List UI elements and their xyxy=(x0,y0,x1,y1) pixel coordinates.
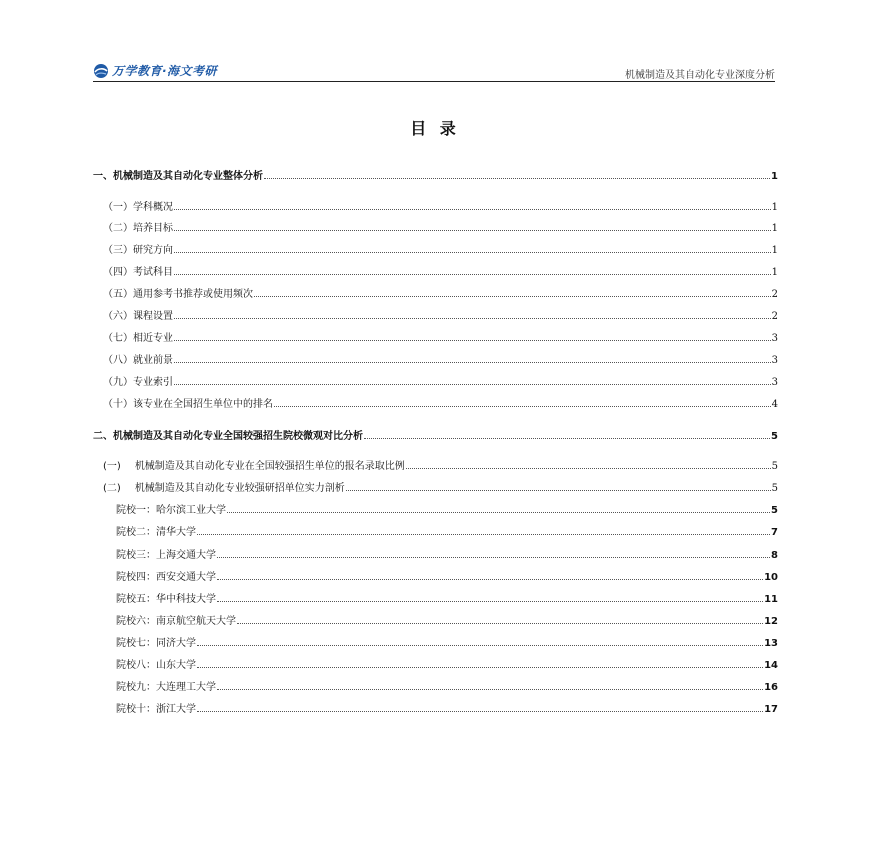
dot-leader xyxy=(217,578,763,580)
toc-page-number: 4 xyxy=(771,399,778,410)
toc-page-number: 5 xyxy=(771,431,778,442)
toc-page-number: 1 xyxy=(771,223,778,234)
toc-entry-label: （八）就业前景 xyxy=(103,351,173,366)
dot-leader xyxy=(237,622,763,624)
toc-entry-university[interactable] xyxy=(116,679,778,693)
toc-entry-label: （九）专业索引 xyxy=(103,373,173,388)
toc-entry[interactable] xyxy=(103,286,778,300)
dot-leader xyxy=(406,467,771,469)
toc-entry-label: 院校九：大连理工大学 xyxy=(116,678,216,693)
toc-entry-label: 院校七：同济大学 xyxy=(116,634,196,649)
toc-entry-label: （二）培养目标 xyxy=(103,219,173,234)
dot-leader xyxy=(174,317,771,319)
toc-entry-number: (一) xyxy=(103,461,121,472)
logo-text: 万学教育·海文考研 xyxy=(112,64,218,78)
document-subject: 机械制造及其自动化专业深度分析 xyxy=(625,70,775,81)
dot-leader xyxy=(227,511,770,513)
toc-entry-part2[interactable] xyxy=(93,428,778,442)
dot-leader xyxy=(197,644,763,646)
toc-entry-university[interactable] xyxy=(116,701,778,715)
toc-page-number: 3 xyxy=(771,377,778,388)
toc-entry-university[interactable] xyxy=(116,613,778,627)
toc-page-number: 10 xyxy=(764,572,778,583)
toc-page-number: 7 xyxy=(771,527,778,538)
toc-entry[interactable] xyxy=(103,264,778,278)
dot-leader xyxy=(217,688,763,690)
toc-page-number: 8 xyxy=(771,550,778,561)
toc-page-number: 17 xyxy=(764,704,778,715)
toc-entry[interactable] xyxy=(103,458,778,472)
toc-entry-label: 院校四：西安交通大学 xyxy=(116,568,216,583)
toc-entry-label: 院校二：清华大学 xyxy=(116,523,196,538)
dot-leader xyxy=(174,251,771,253)
toc-entry[interactable] xyxy=(103,480,778,494)
dot-leader xyxy=(364,437,770,439)
toc-entry-label: 院校十：浙江大学 xyxy=(116,700,196,715)
toc-entry[interactable] xyxy=(103,330,778,344)
dot-leader xyxy=(217,556,770,558)
toc-page-number: 1 xyxy=(771,202,778,213)
page-header xyxy=(93,60,775,82)
toc-entry-university[interactable] xyxy=(116,635,778,649)
toc-entry-label: 院校三：上海交通大学 xyxy=(116,546,216,561)
toc-entry[interactable] xyxy=(103,352,778,366)
toc-page-number: 5 xyxy=(771,483,778,494)
toc-page-number: 13 xyxy=(764,638,778,649)
dot-leader xyxy=(346,489,771,491)
toc-entry-university[interactable] xyxy=(116,657,778,671)
dot-leader xyxy=(217,600,763,602)
toc-entry-label: 院校五：华中科技大学 xyxy=(116,590,216,605)
toc-page-number: 1 xyxy=(771,171,778,182)
toc-entry-label: 院校八：山东大学 xyxy=(116,656,196,671)
toc-entry-label-group xyxy=(103,479,345,494)
dot-leader xyxy=(174,273,771,275)
toc-entry-university[interactable] xyxy=(116,569,778,583)
toc-page-number: 2 xyxy=(771,311,778,322)
toc-entry[interactable] xyxy=(103,199,778,213)
toc-page-number: 5 xyxy=(771,505,778,516)
dot-leader xyxy=(274,405,771,407)
dot-leader xyxy=(174,339,771,341)
header-divider xyxy=(93,81,775,82)
toc-entry-label: （一）学科概况 xyxy=(103,198,173,213)
dot-leader xyxy=(254,295,771,297)
globe-logo-icon xyxy=(93,63,109,79)
toc-entry-number: (二) xyxy=(103,483,121,494)
toc-entry-label: 院校一：哈尔滨工业大学 xyxy=(116,501,226,516)
toc-entry-label: （七）相近专业 xyxy=(103,329,173,344)
toc-page-number: 2 xyxy=(771,289,778,300)
dot-leader xyxy=(197,533,770,535)
dot-leader xyxy=(197,710,763,712)
toc-entry-label: 院校六：南京航空航天大学 xyxy=(116,612,236,627)
toc-entry-university[interactable] xyxy=(116,502,778,516)
toc-entry-label: （五）通用参考书推荐或使用频次 xyxy=(103,285,253,300)
toc-entry[interactable] xyxy=(103,242,778,256)
dot-leader xyxy=(174,383,771,385)
toc-entry[interactable] xyxy=(103,220,778,234)
toc-entry-label: 机械制造及其自动化专业在全国较强招生单位的报名录取比例 xyxy=(134,461,405,472)
dot-leader xyxy=(174,208,771,210)
toc-entry-label: 二、机械制造及其自动化专业全国较强招生院校微观对比分析 xyxy=(93,427,363,442)
toc-entry-university[interactable] xyxy=(116,591,778,605)
toc-entry-university[interactable] xyxy=(116,524,778,538)
page-title: 目 录 xyxy=(410,119,460,138)
toc-entry-label: 机械制造及其自动化专业较强研招单位实力剖析 xyxy=(134,483,345,494)
dot-leader xyxy=(174,361,771,363)
toc-entry-label-group xyxy=(103,457,405,472)
dot-leader xyxy=(264,177,770,179)
toc-entry-label: 一、机械制造及其自动化专业整体分析 xyxy=(93,167,263,182)
brand-logo xyxy=(93,62,217,79)
toc-page-number: 3 xyxy=(771,333,778,344)
toc-page-number: 1 xyxy=(771,245,778,256)
toc-entry-label: （六）课程设置 xyxy=(103,307,173,322)
toc-entry-part1[interactable] xyxy=(93,168,778,182)
toc-entry-label: （三）研究方向 xyxy=(103,241,173,256)
dot-leader xyxy=(174,229,771,231)
toc-page-number: 5 xyxy=(771,461,778,472)
toc-entry-label: （四）考试科目 xyxy=(103,263,173,278)
toc-entry[interactable] xyxy=(103,374,778,388)
toc-entry-university[interactable] xyxy=(116,547,778,561)
toc-page-number: 1 xyxy=(771,267,778,278)
toc-page-number: 16 xyxy=(764,682,778,693)
toc-entry-label: （十）该专业在全国招生单位中的排名 xyxy=(103,395,273,410)
dot-leader xyxy=(197,666,763,668)
toc-page-number: 12 xyxy=(764,616,778,627)
toc-page-number: 11 xyxy=(764,594,778,605)
toc-entry[interactable] xyxy=(103,308,778,322)
toc-entry[interactable] xyxy=(103,396,778,410)
toc-page-number: 3 xyxy=(771,355,778,366)
toc-page-number: 14 xyxy=(764,660,778,671)
